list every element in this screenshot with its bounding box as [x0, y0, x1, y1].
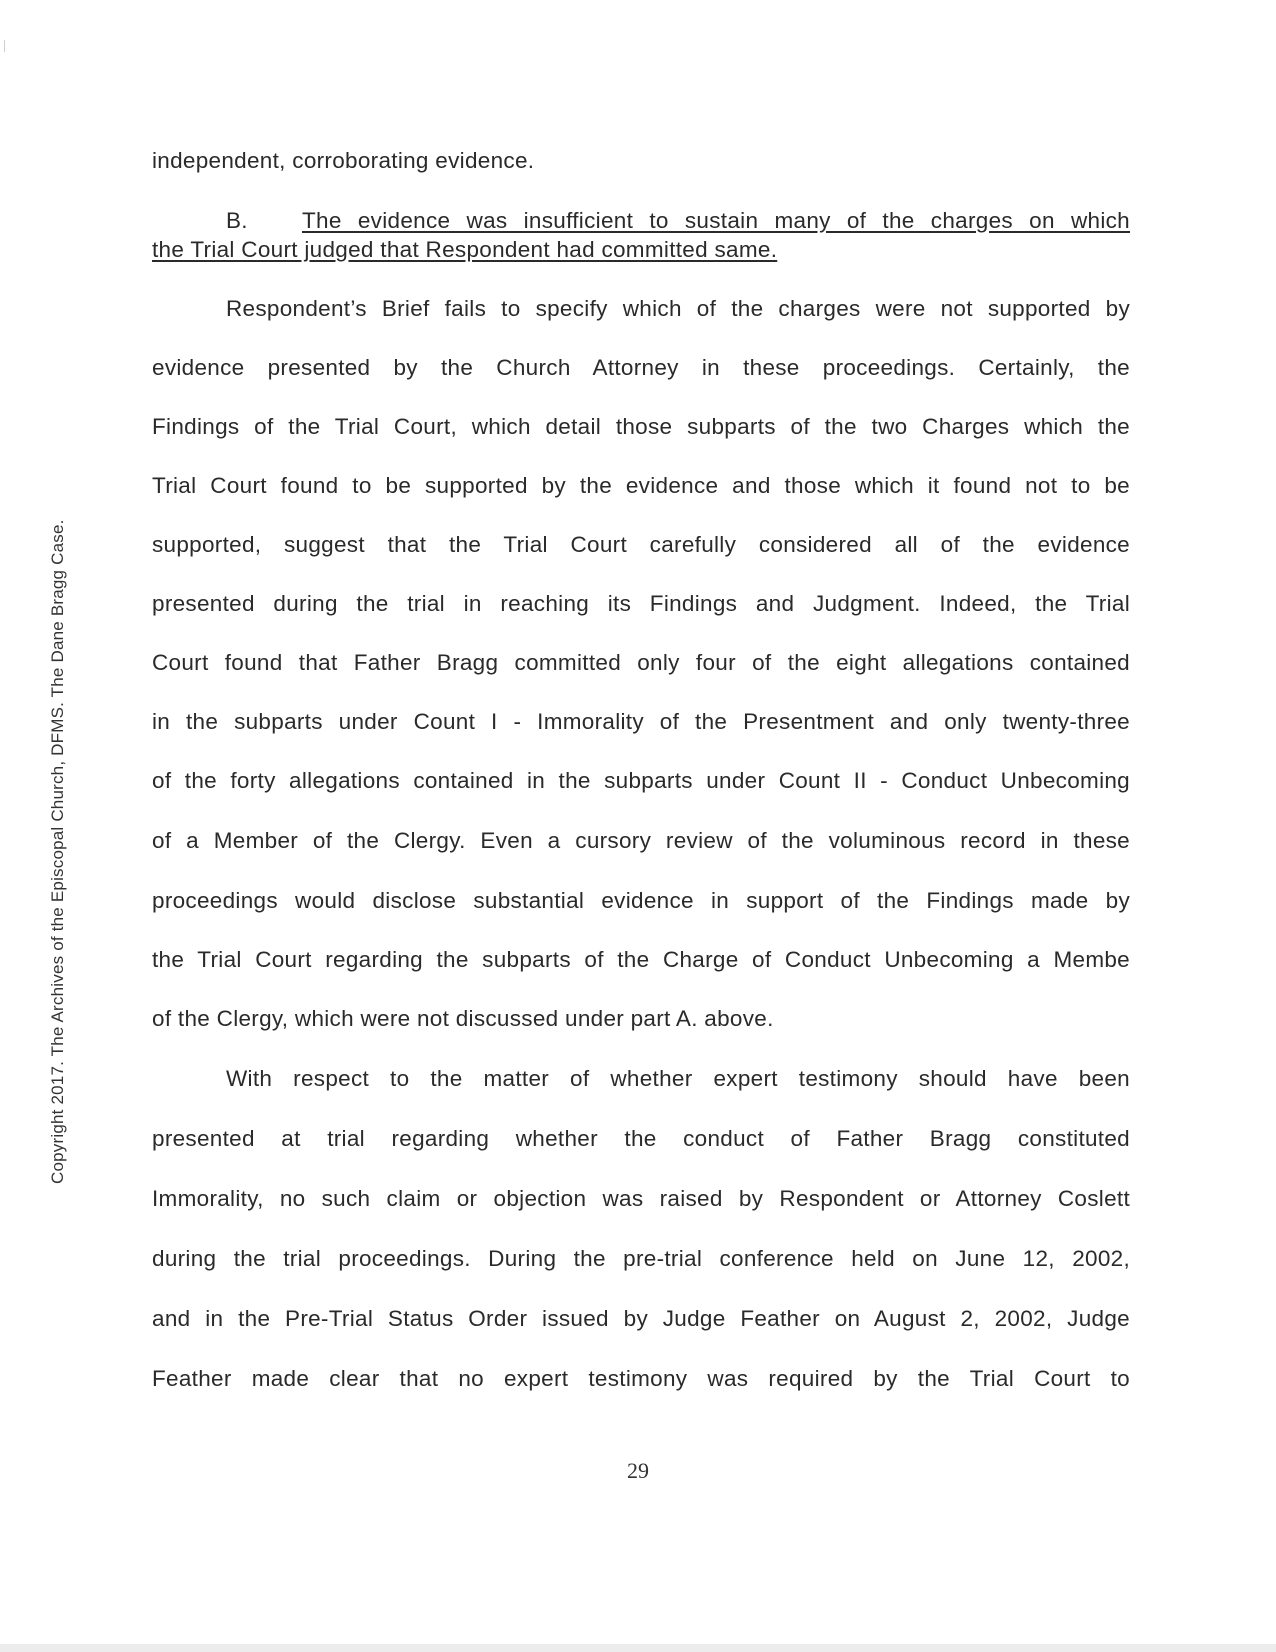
scan-artifact — [4, 40, 5, 52]
section-title-line-1: The evidence was insufficient to sustain many of the charges on which — [302, 208, 1130, 233]
text-line: Feather made clear that no expert testimony was required by the Trial Court to — [152, 1366, 1130, 1391]
text-line: in the subparts under Count I - Immorality of the Presentment and only twenty-three — [152, 709, 1130, 734]
text-line: evidence presented by the Church Attorney in these proceedings. Certainly, the — [152, 355, 1130, 380]
text-line: of the Clergy, which were not discussed under part A. above. — [152, 1006, 774, 1031]
copyright-side-note: Copyright 2017. The Archives of the Episcopal Church, DFMS. The Dane Bragg Case. — [48, 519, 67, 1184]
text-line: the Trial Court regarding the subparts of the Charge of Conduct Unbecoming a Membe — [152, 947, 1130, 972]
text-line: of a Member of the Clergy. Even a cursory review of the voluminous record in these — [152, 828, 1130, 853]
text-line: Court found that Father Bragg committed only four of the eight allegations contained — [152, 650, 1130, 675]
text-line: of the forty allegations contained in the subparts under Count II - Conduct Unbecoming — [152, 768, 1130, 793]
text-line: and in the Pre-Trial Status Order issued by Judge Feather on August 2, 2002, Judge — [152, 1306, 1130, 1331]
text-line: presented at trial regarding whether the conduct of Father Bragg constituted — [152, 1126, 1130, 1151]
text-line: presented during the trial in reaching its Findings and Judgment. Indeed, the Trial — [152, 591, 1130, 616]
text-line: Immorality, no such claim or objection was raised by Respondent or Attorney Coslett — [152, 1186, 1130, 1211]
page-number: 29 — [627, 1458, 649, 1483]
text-line: independent, corroborating evidence. — [152, 148, 535, 173]
section-heading-line-1 — [152, 208, 1130, 238]
page-bottom-edge — [0, 1644, 1276, 1652]
text-line: Trial Court found to be supported by the evidence and those which it found not to be — [152, 473, 1130, 498]
text-line: supported, suggest that the Trial Court carefully considered all of the evidence — [152, 532, 1130, 557]
text-line: Respondent’s Brief fails to specify which of the charges were not supported by — [226, 296, 1130, 321]
text-line: proceedings would disclose substantial evidence in support of the Findings made by — [152, 888, 1130, 913]
section-title-line-2: the Trial Court judged that Respondent had committed same. — [152, 237, 778, 262]
text-line: Findings of the Trial Court, which detail those subparts of the two Charges which the — [152, 414, 1130, 439]
section-label: B. — [226, 208, 248, 233]
text-line: With respect to the matter of whether expert testimony should have been — [226, 1066, 1130, 1091]
text-line: during the trial proceedings. During the pre-trial conference held on June 12, 2002, — [152, 1246, 1130, 1271]
